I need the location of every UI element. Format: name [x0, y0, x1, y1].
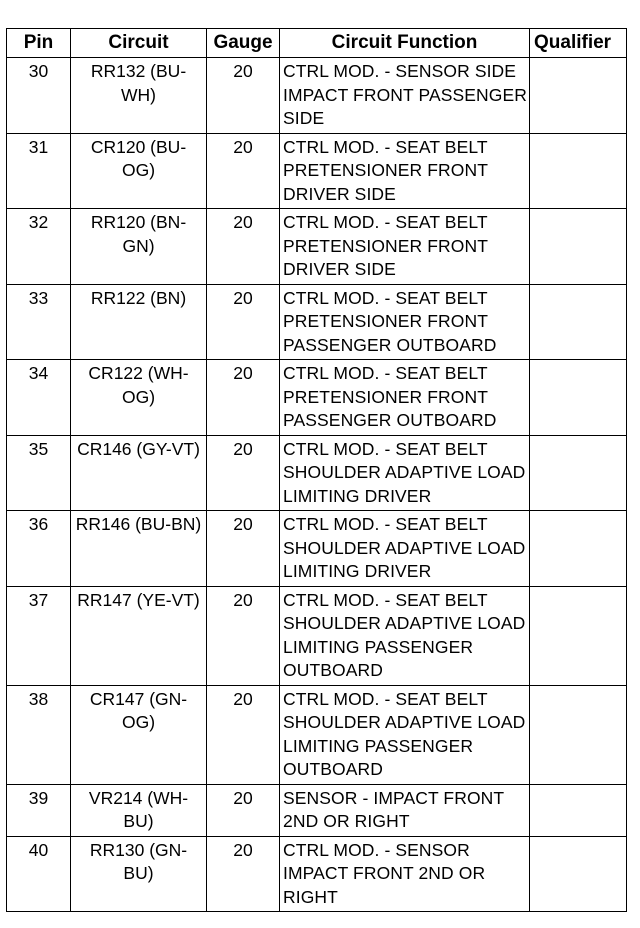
- qualifier-cell: [530, 685, 627, 784]
- function-cell: CTRL MOD. - SENSOR IMPACT FRONT 2ND OR RIGHT: [280, 836, 530, 912]
- gauge-cell: 20: [207, 209, 280, 285]
- gauge-cell: 20: [207, 133, 280, 209]
- circuit-cell: RR146 (BU-BN): [71, 511, 207, 587]
- circuit-cell: CR120 (BU-OG): [71, 133, 207, 209]
- gauge-cell: 20: [207, 360, 280, 436]
- connector-pinout-sheet: [6, 28, 627, 912]
- qualifier-cell: [530, 586, 627, 685]
- circuit-cell: VR214 (WH-BU): [71, 784, 207, 836]
- header-gauge: Gauge: [207, 29, 280, 58]
- header-qualifier: Qualifier: [530, 29, 627, 58]
- gauge-cell: 20: [207, 836, 280, 912]
- qualifier-cell: [530, 209, 627, 285]
- function-cell: CTRL MOD. - SEAT BELT SHOULDER ADAPTIVE LOAD LIMITING PASSENGER OUTBOARD: [280, 586, 530, 685]
- pin-cell: 37: [7, 586, 71, 685]
- gauge-cell: 20: [207, 58, 280, 134]
- circuit-cell: RR122 (BN): [71, 284, 207, 360]
- pin-cell: 30: [7, 58, 71, 134]
- gauge-cell: 20: [207, 435, 280, 511]
- table-row: [7, 784, 627, 836]
- circuit-cell: RR130 (GN-BU): [71, 836, 207, 912]
- header-circuit: Circuit: [71, 29, 207, 58]
- pin-cell: 32: [7, 209, 71, 285]
- pin-cell: 40: [7, 836, 71, 912]
- table-row: [7, 284, 627, 360]
- table-row: [7, 360, 627, 436]
- function-cell: SENSOR - IMPACT FRONT 2ND OR RIGHT: [280, 784, 530, 836]
- table-row: [7, 685, 627, 784]
- gauge-cell: 20: [207, 586, 280, 685]
- qualifier-cell: [530, 784, 627, 836]
- gauge-cell: 20: [207, 284, 280, 360]
- pin-cell: 35: [7, 435, 71, 511]
- function-cell: CTRL MOD. - SEAT BELT SHOULDER ADAPTIVE LOAD LIMITING DRIVER: [280, 511, 530, 587]
- qualifier-cell: [530, 360, 627, 436]
- qualifier-cell: [530, 511, 627, 587]
- function-cell: CTRL MOD. - SENSOR SIDE IMPACT FRONT PASSENGER SIDE: [280, 58, 530, 134]
- table-row: [7, 133, 627, 209]
- qualifier-cell: [530, 58, 627, 134]
- circuit-cell: CR147 (GN-OG): [71, 685, 207, 784]
- pinout-table: [6, 28, 627, 912]
- table-row: [7, 586, 627, 685]
- circuit-cell: RR132 (BU-WH): [71, 58, 207, 134]
- pin-cell: 38: [7, 685, 71, 784]
- qualifier-cell: [530, 133, 627, 209]
- header-pin: Pin: [7, 29, 71, 58]
- function-cell: CTRL MOD. - SEAT BELT SHOULDER ADAPTIVE LOAD LIMITING DRIVER: [280, 435, 530, 511]
- table-row: [7, 836, 627, 912]
- function-cell: CTRL MOD. - SEAT BELT SHOULDER ADAPTIVE LOAD LIMITING PASSENGER OUTBOARD: [280, 685, 530, 784]
- circuit-cell: CR146 (GY-VT): [71, 435, 207, 511]
- pin-cell: 36: [7, 511, 71, 587]
- function-cell: CTRL MOD. - SEAT BELT PRETENSIONER FRONT PASSENGER OUTBOARD: [280, 284, 530, 360]
- table-row: [7, 511, 627, 587]
- table-row: [7, 209, 627, 285]
- pin-cell: 39: [7, 784, 71, 836]
- pin-cell: 33: [7, 284, 71, 360]
- header-circuit-function: Circuit Function: [280, 29, 530, 58]
- table-row: [7, 435, 627, 511]
- gauge-cell: 20: [207, 784, 280, 836]
- qualifier-cell: [530, 435, 627, 511]
- qualifier-cell: [530, 836, 627, 912]
- pin-cell: 31: [7, 133, 71, 209]
- function-cell: CTRL MOD. - SEAT BELT PRETENSIONER FRONT DRIVER SIDE: [280, 209, 530, 285]
- circuit-cell: RR147 (YE-VT): [71, 586, 207, 685]
- gauge-cell: 20: [207, 511, 280, 587]
- pin-cell: 34: [7, 360, 71, 436]
- function-cell: CTRL MOD. - SEAT BELT PRETENSIONER FRONT DRIVER SIDE: [280, 133, 530, 209]
- qualifier-cell: [530, 284, 627, 360]
- circuit-cell: RR120 (BN-GN): [71, 209, 207, 285]
- function-cell: CTRL MOD. - SEAT BELT PRETENSIONER FRONT PASSENGER OUTBOARD: [280, 360, 530, 436]
- circuit-cell: CR122 (WH-OG): [71, 360, 207, 436]
- gauge-cell: 20: [207, 685, 280, 784]
- table-row: [7, 58, 627, 134]
- header-row: [7, 29, 627, 58]
